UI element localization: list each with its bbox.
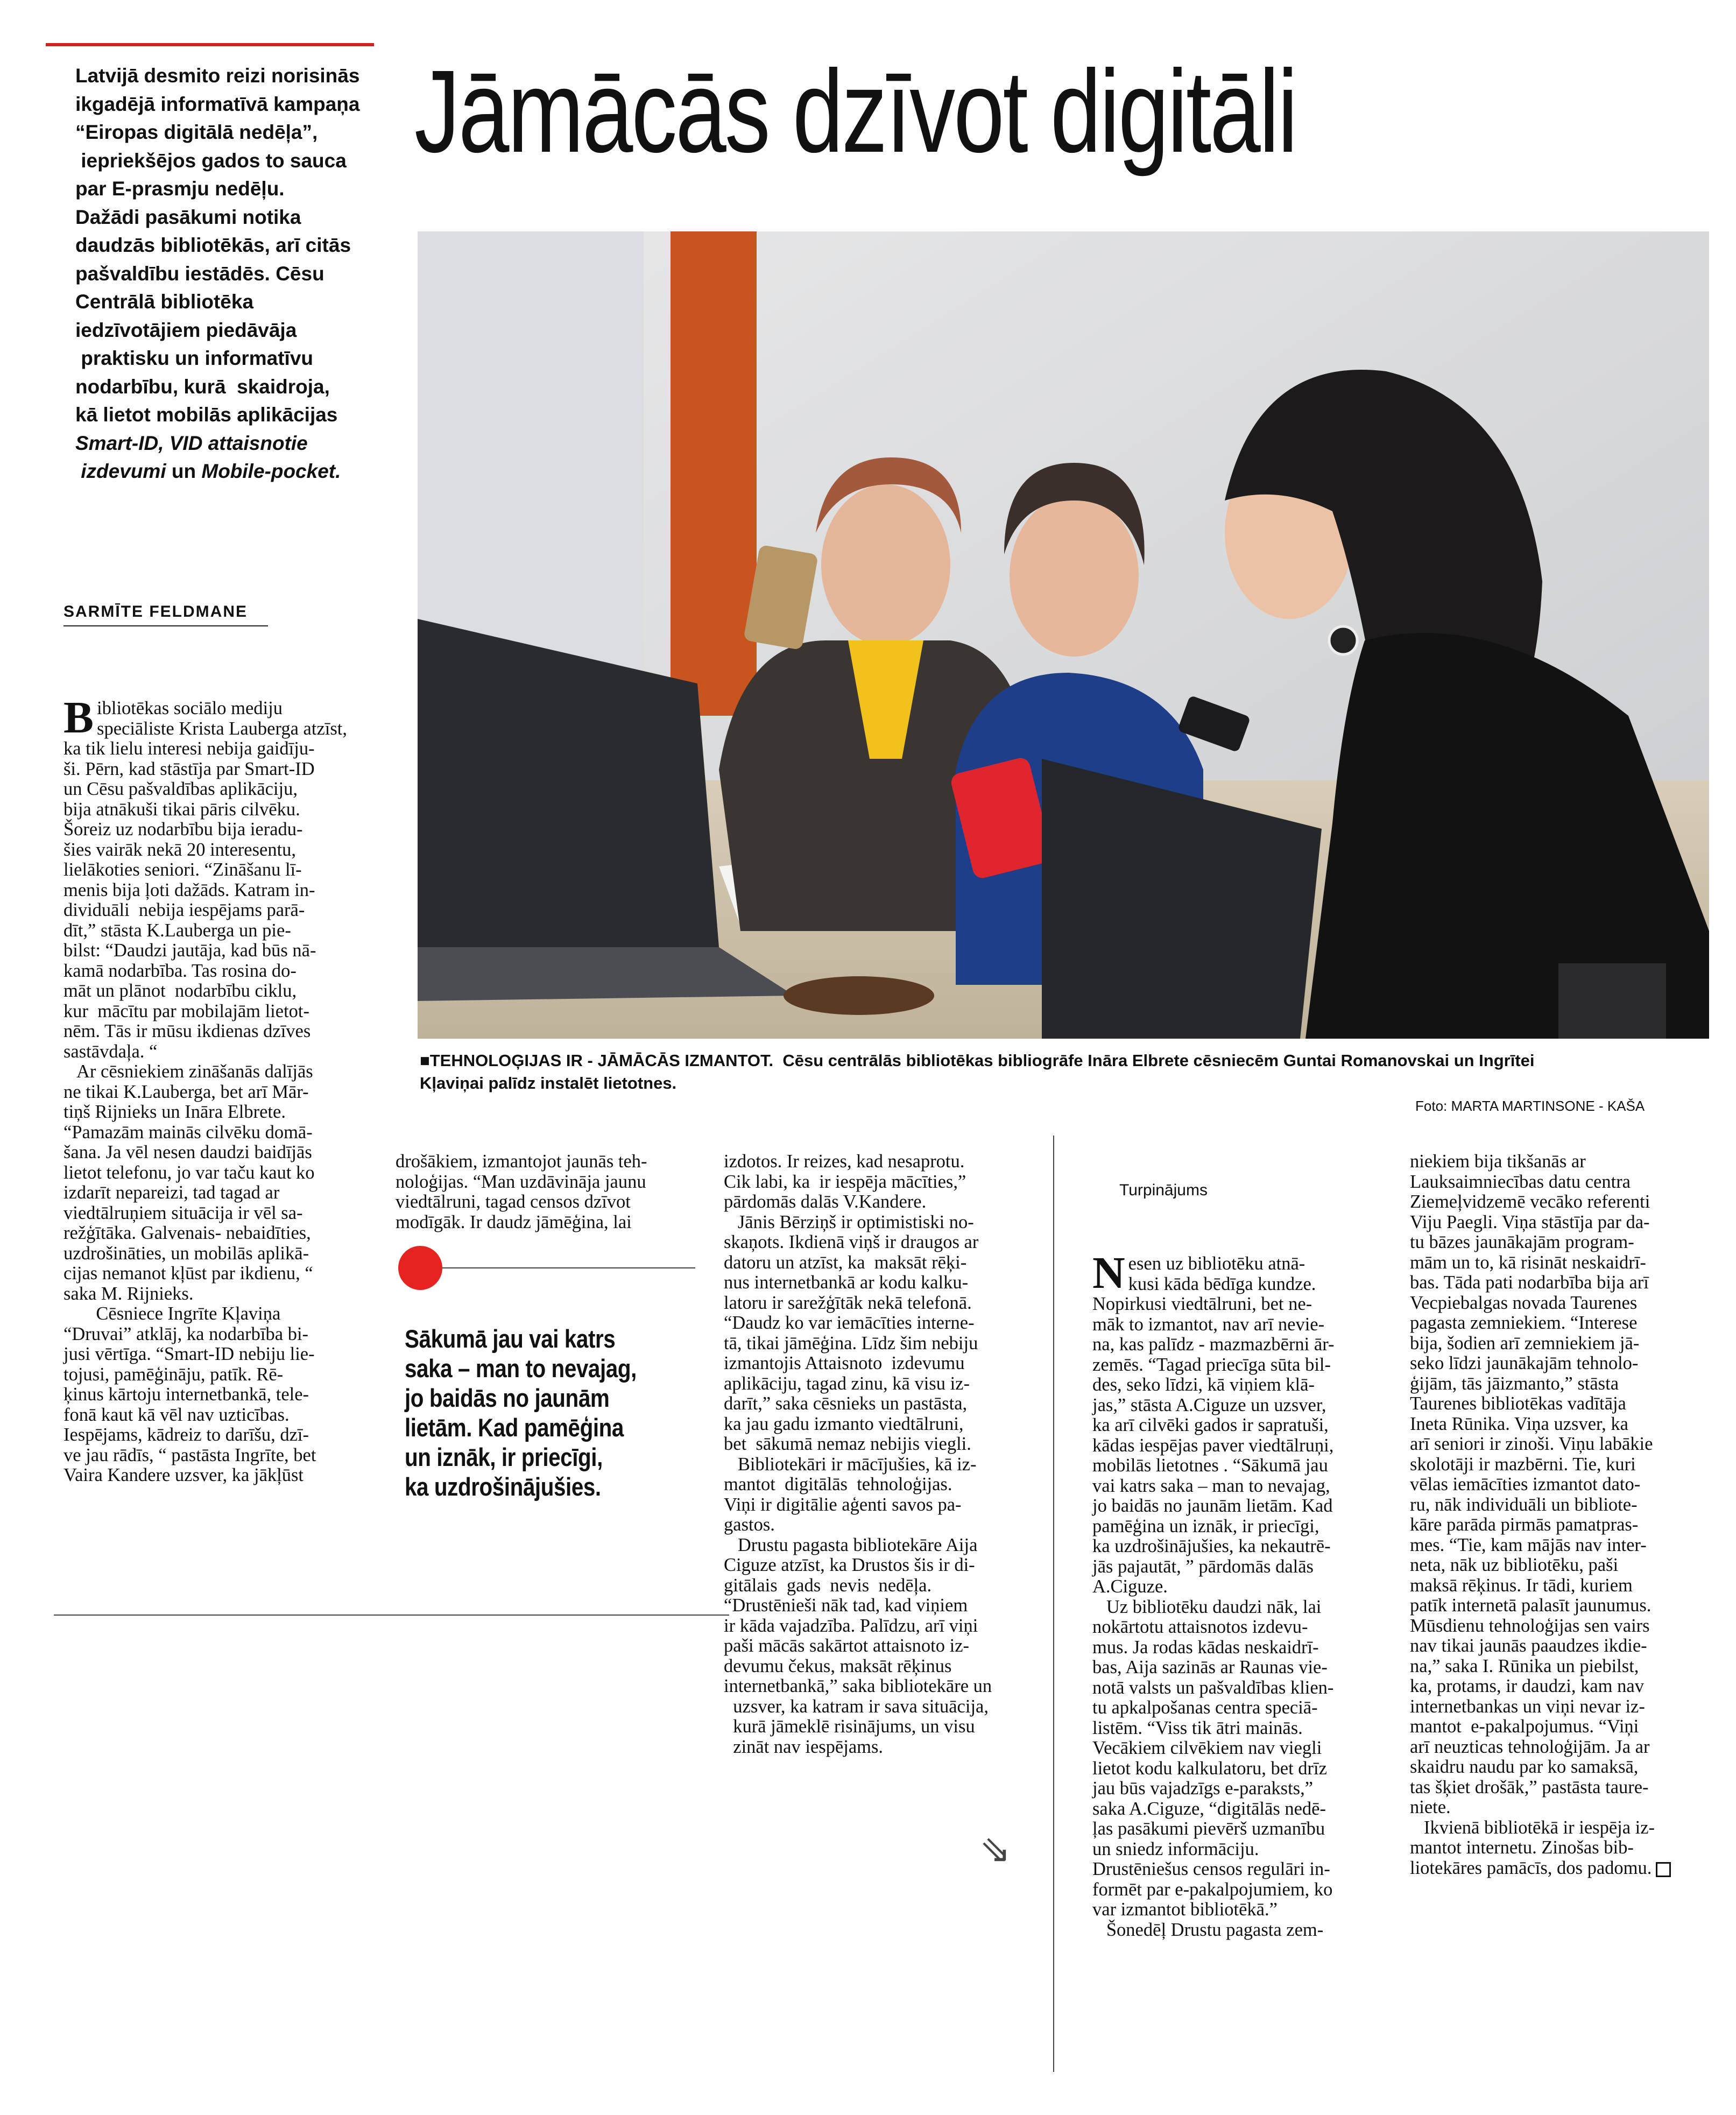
article-column-5: niekiem bija tikšanās ar Lauksaimniecības datu centra Ziemeļvidzemē vecāko referenti Viju Paegli. Viņa stāstīja par da- tu bāzes jaunākajām program- mām un to, kā risināt neskaidrī- bas. Tāda pati nodarbība bija arī Vecpiebalgas novada Taurenes pagasta zemniekiem. “Interese bija, šodien arī zemniekiem jā- seko līdzi jaunākajām tehnolo- ģijām, tās jāizmanto,” stāsta Taurenes bibliotēkas vadītāja Ineta Rūnika. Viņa uzsver, ka arī seniori ir zinoši. Viņu labākie skolotāji ir mazbērni. Tie, kuri vēlas iemācīties izmantot dato- ru, nāk individuāli un bibliote- kāre parāda pirmās pamatpras- mes. “Tie, kam mājās nav inter- neta, nāk uz bibliotēku, paši maksā rēķinus. Ir tādi, kuriem patīk internetā palasīt jaunumus. Mūsdienu tehnoloģijas sen vairs nav tikai jaunās paaudzes ikdie- na,” saka I. Rūnika un piebilst, ka, protams, ir daudzi, kam nav internetbankas un viņi nevar iz- mantot e-pakalpojumus. “Viņi arī neuzticas tehnoloģijām. Ja ar skaidru naudu par ko samaksā, tas šķiet drošāk,” pastāsta taure- niete. Ikvienā bibliotēkā ir iespēja iz- mantot internetu. Zinošas bib- liotekāres pamācīs, dos padomu.: [1410, 1152, 1711, 1878]
column-divider: [1053, 1136, 1054, 2072]
article-column-1: Bibliotēkas sociālo mediju speciāliste Krista Lauberga atzīst, ka tik lielu interesi nebija gaidīju- ši. Pērn, kad stāstīja par Smart-ID un Cēsu pašvaldības aplikāciju, bija atnākuši tikai pāris cilvēku. Šoreiz uz nodarbību bija ieradu- šies vairāk nekā 20 interesentu, lielākoties seniori. “Zināšanu lī- menis bija ļoti dažāds. Katram in- dividuāli nebija iespējams parā- dīt,” stāsta K.Lauberga un pie- bilst: “Daudzi jautāja, kad būs nā- kamā nodarbība. Tas rosina do- māt un plānot nodarbību ciklu, kur mācītu par mobilajām lietot- nēm. Tās ir mūsu ikdienas dzīves sastāvdaļa. “ Ar cēsniekiem zināšanās dalījās ne tikai K.Lauberga, bet arī Mār- tiņš Rijnieks un Ināra Elbrete. “Pamazām mainās cilvēku domā- šana. Ja vēl nesen daudzi baidījās lietot telefonu, jo var taču kaut ko izdarīt nepareizi, tad tagad ar viedtālruņiem situācija ir vēl sa- režģītāka. Galvenais- nebaidīties, uzdrošināties, un mobilās aplikā- cijas nemanot kļūst par ikdienu, “ saka M. Rijnieks. Cēsniece Ingrīte Kļaviņa “Druvai” atklāj, ka nodarbība bi- jusi vērtīga. “Smart-ID nebiju lie- tojusi, pamēģināju, patīk. Rē- ķinus kārtoju internetbankā, tele- fonā kaut kā vēl nav uzticības. Iespējams, kādreiz to darīšu, dzī- ve jau rādīs, “ pastāsta Ingrīte, bet Vaira Kandere uzsver, ka jākļūst: [63, 693, 347, 1485]
byline-rule: [63, 625, 268, 626]
woman-middle-face: [1010, 495, 1139, 657]
end-mark-icon: [1656, 1862, 1671, 1877]
continue-arrow-icon: ⇘: [979, 1829, 1011, 1871]
lead-paragraph: Latvijā desmito reizi norisinās ikgadējā informatīvā kampaņa “Eiropas digitālā nedēļa”, iepriekšējos gados to sauca par E-prasmju nedēļu. Dažādi pasākumi notika daudzās bibliotēkās, arī citās pašvaldību iestādēs. Cēsu Centrālā bibliotēka iedzīvotājiem piedāvāja praktisku un informatīvu nodarbību, kurā skaidroja, kā lietot mobilās aplikācijas Smart-ID, VID attaisnotie izdevumi un Mobile-pocket.: [75, 65, 360, 482]
top-accent-rule: [46, 43, 374, 46]
photo-credit: Foto: MARTA MARTINSONE - KAŠA: [1415, 1098, 1645, 1114]
photo-caption: ■TEHNOLOĢIJAS IR - JĀMĀCĀS IZMANTOT. Cēsu centrālās bibliotēkas bibliogrāfe Ināra Elbrete cēsniecēm Guntai Romanovskai un Ingrītei Kļaviņai palīdz instalēt lietotnes.: [420, 1051, 1535, 1092]
quote-rule: [442, 1267, 695, 1268]
article-photo: [418, 231, 1709, 1039]
author-byline: SARMĪTE FELDMANE: [63, 603, 248, 621]
section-rule: [54, 1615, 729, 1616]
article-column-3: izdotos. Ir reizes, kad nesaprotu. Cik labi, ka ir iespēja mācīties,” pārdomās dalās V.Kandere. Jānis Bērziņš ir optimistiski no- skaņots. Ikdienā viņš ir draugos ar datoru un atzīst, ka maksāt rēķi- nus internetbankā ar kodu kalku- latoru ir sarežģītāk nekā telefonā. “Daudz ko var iemācīties interne- tā, tikai jāmēģina. Līdz šim nebiju izmantojis Attaisnoto izdevumu aplikāciju, tagad zinu, kā visu iz- darīt,” saka cēsnieks un pastāsta, ka jau gadu izmanto viedtālruni, bet sākumā nemaz nebijis viegli. Bibliotekāri ir mācījušies, kā iz- mantot digitālās tehnoloģijas. Viņi ir digitālie aģenti savos pa- gastos. Drustu pagasta bibliotekāre Aija Ciguze atzīst, ka Drustos šis ir di- gitālais gads nevis nedēļa. “Drustēnieši nāk tad, kad viņiem ir kāda vajadzība. Palīdzu, arī viņi paši mācās sakārtot attaisnoto iz- devumu čekus, maksāt rēķinus internetbankā,” saka bibliotekāre un uzsver, ka katram ir sava situācija, kurā jāmeklē risinājums, un visu zināt nav iespējams.: [724, 1151, 992, 1757]
article-column-2: drošākiem, izmantojot jaunās teh- noloģijas. “Man uzdāvināja jaunu viedtālruni, tagad censos dzīvot modīgāk. Ir daudz jāmēģina, lai: [396, 1151, 647, 1232]
continued-label: Turpinājums: [1119, 1181, 1208, 1199]
drop-cap: N: [1092, 1248, 1125, 1298]
orange-pillar: [671, 231, 757, 716]
pull-quote: Sākumā jau vai katrs saka – man to nevajag, jo baidās no jaunām lietām. Kad pamēģina un iznāk, ir priecīgi, ka uzdrošinājušies.: [405, 1324, 637, 1501]
laptop-far-right: [1558, 963, 1666, 1039]
glasses-case: [784, 976, 934, 1015]
headline: Jāmācās dzīvot digitāli: [414, 46, 1296, 177]
woman-left-face: [821, 484, 950, 646]
drop-cap: B: [63, 693, 94, 743]
article-column-4: Nesen uz bibliotēku atnā- kusi kāda bēdīga kundze. Nopirkusi viedtālruni, bet ne- māk to izmantot, nav arī nevie- na, kas palīdz - mazmazbērni ār- zemēs. “Tagad priecīga sūta bil- des, seko līdzi, kā viņiem klā- jas,” stāsta A.Ciguze un uzsver, ka arī cilvēki gados ir sapratuši, kādas iespējas paver viedtālruņi, mobilās lietotnes . “Sākumā jau vai katrs saka – man to nevajag, jo baidās no jaunām lietām. Kad pamēģina un iznāk, ir priecīgi, ka uzdrošinājušies, ka nekautrē- jās pajautāt, ” pārdomās dalās A.Ciguze. Uz bibliotēku daudzi nāk, lai nokārtotu attaisnotos izdevu- mus. Ja rodas kādas neskaidrī- bas, Aija sazinās ar Raunas vie- notā valsts un pašvaldības klien- tu apkalpošanas centra speciā- listēm. “Viss tik ātri mainās. Vecākiem cilvēkiem nav viegli lietot kodu kalkulatoru, bet drīz jau būs vajadzīgs e-paraksts,” saka A.Ciguze, “digitālās nedē- ļas pasākumi pievērš uzmanību un sniedz informāciju. Drustēniešus censos regulāri in- formēt par e-pakalpojumiem, ko var izmantot bibliotēkā.” Šonedēļ Drustu pagasta zem-: [1092, 1248, 1335, 1940]
red-dot-icon: [398, 1246, 442, 1290]
earring: [1329, 626, 1357, 654]
caption-bullet-icon: ■: [420, 1051, 430, 1070]
